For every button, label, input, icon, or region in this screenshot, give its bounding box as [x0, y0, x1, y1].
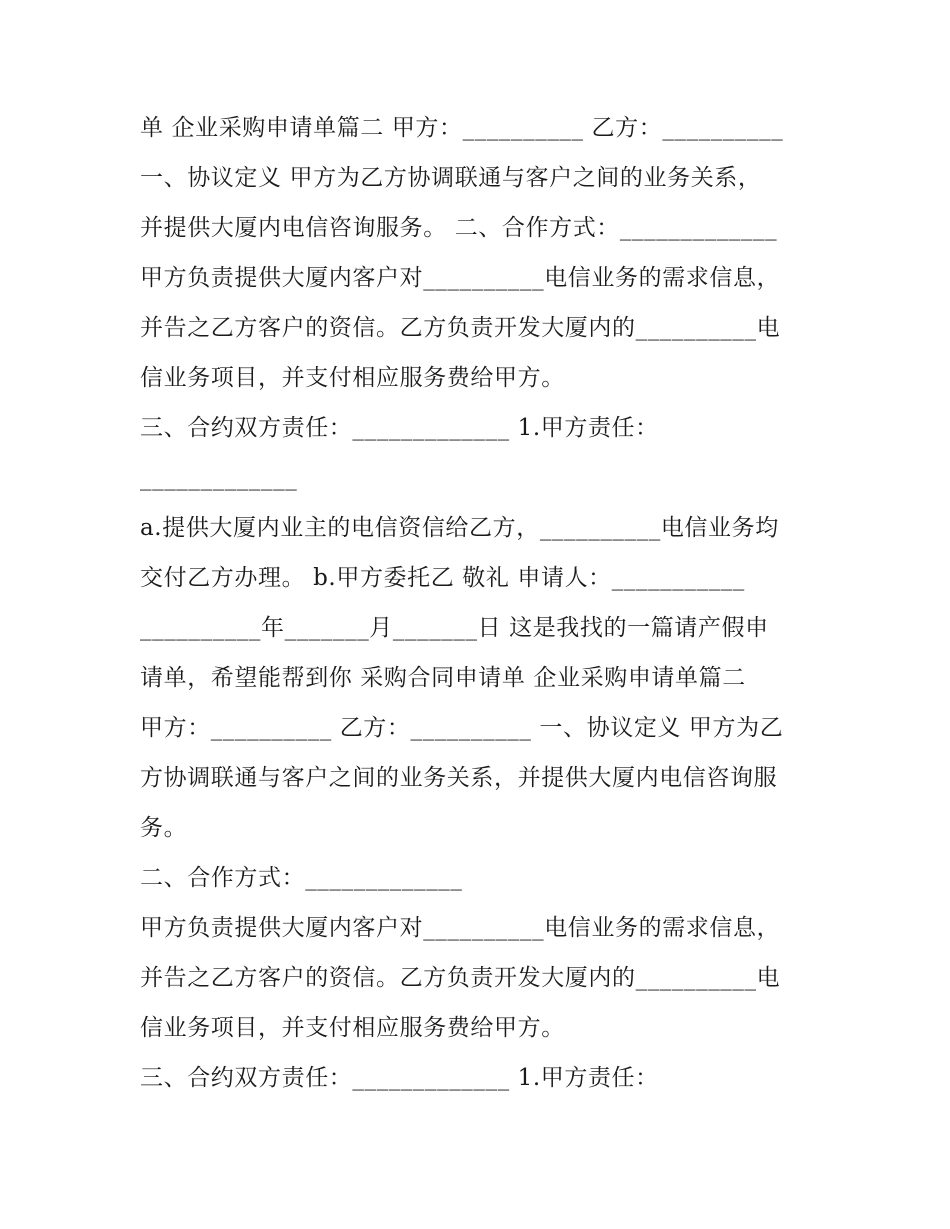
text-line: 三、合约双方责任：_____________ 1.甲方责任：	[140, 415, 659, 441]
text-line: 三、合约双方责任：_____________ 1.甲方责任：	[140, 1065, 659, 1091]
text-line: 甲方负责提供大厦内客户对__________电信业务的需求信息，	[140, 915, 781, 941]
text-line: 单 企业采购申请单篇二 甲方：__________ 乙方：__________	[140, 115, 784, 141]
text-line: a.提供大厦内业主的电信资信给乙方，__________电信业务均	[140, 515, 779, 541]
text-line: 务。	[140, 815, 188, 841]
text-line: 交付乙方办理。 b.甲方委托乙 敬礼 申请人：___________	[140, 565, 745, 591]
text-line: 方协调联通与客户之间的业务关系，并提供大厦内电信咨询服	[140, 765, 778, 791]
text-line: __________年_______月_______日 这是我找的一篇请产假申	[140, 615, 769, 641]
text-line: 并告之乙方客户的资信。乙方负责开发大厦内的__________电	[140, 965, 781, 991]
text-line: 信业务项目，并支付相应服务费给甲方。	[140, 365, 565, 391]
text-line: 甲方负责提供大厦内客户对__________电信业务的需求信息，	[140, 265, 781, 291]
text-line: 请单，希望能帮到你 采购合同申请单 企业采购申请单篇二	[140, 665, 746, 691]
text-line: 并告之乙方客户的资信。乙方负责开发大厦内的__________电	[140, 315, 781, 341]
text-line: 并提供大厦内电信咨询服务。 二、合作方式：_____________	[140, 215, 778, 241]
text-line: _____________	[140, 465, 298, 491]
text-line: 二、合作方式：_____________	[140, 865, 463, 891]
text-line: 甲方：__________ 乙方：__________ 一、协议定义 甲方为乙	[140, 715, 784, 741]
text-line: 一、协议定义 甲方为乙方协调联通与客户之间的业务关系，	[140, 165, 762, 191]
text-line: 信业务项目，并支付相应服务费给甲方。	[140, 1015, 565, 1041]
